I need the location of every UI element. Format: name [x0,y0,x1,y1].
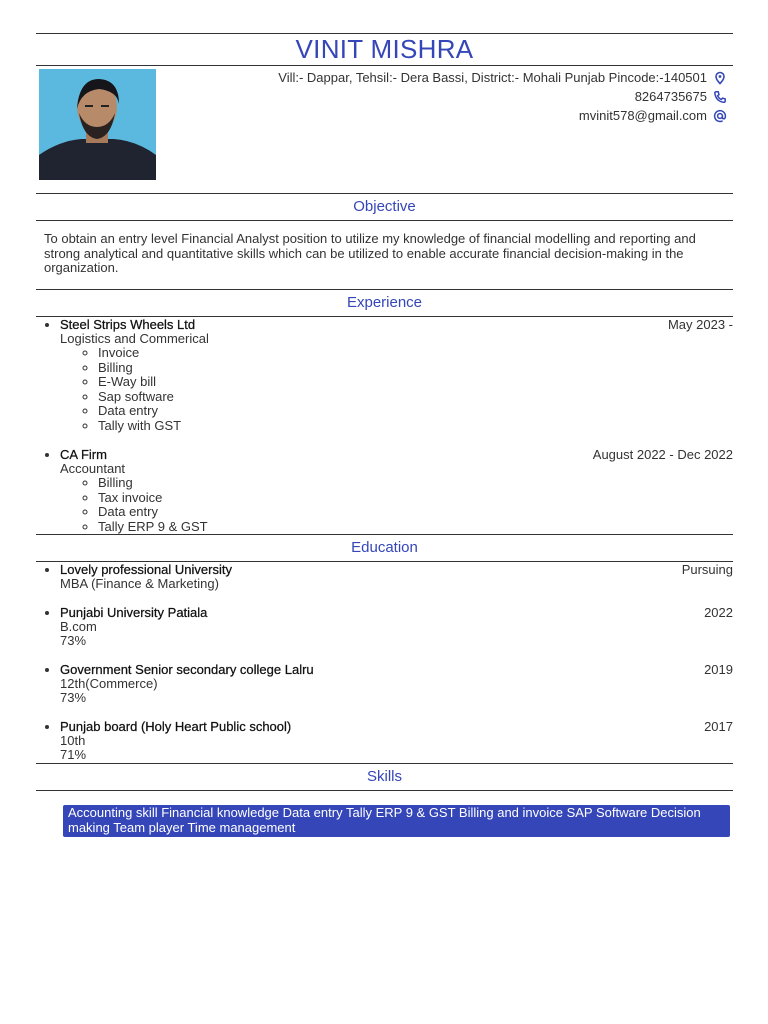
duty-item: ◦ Sap software [98,390,733,405]
duty-item: ◦ Tax invoice [98,491,733,506]
objective-heading: Objective [353,198,416,215]
skills-list: Accounting skill Financial knowledge Data entry Tally ERP 9 & GST Billing and invoice SAP Software Decision making Team player Time management [63,805,730,837]
duty-item: ◦ Tally ERP 9 & GST [98,520,733,535]
objective-text: To obtain an entry level Financial Analyst position to utilize my knowledge of financial modelling and reporting and strong analytical and quantitative skills which can be utilized to enable accurate financial decision-making in the organization. [44,231,696,275]
degree: MBA (Finance & Marketing) [60,576,219,592]
header [36,66,733,193]
grade: 73% [60,690,87,706]
school-name: • Punjabi University Patiala [60,604,208,620]
education-heading: Education [351,539,418,557]
job-date: August 2022 - Dec 2022 [592,446,733,462]
education-date: 2022 [704,604,733,620]
degree: 12th(Commerce) [60,675,158,691]
duty-item: ◦ Invoice [98,346,733,361]
grade: 73% [60,633,87,649]
grade: 71% [60,747,87,763]
candidate-name: VINIT MISHRA [295,34,474,64]
experience-item [60,317,733,434]
experience-item [60,447,733,535]
duty-item: ◦ Data entry [98,404,733,419]
at-sign-icon [713,109,727,123]
job-role: Accountant [60,460,126,476]
phone-line [278,87,727,106]
company-name: • CA Firm [60,446,107,462]
experience-heading: Experience [346,293,423,311]
duty-item: ◦ Billing [98,476,733,491]
duty-item: ◦ Tally with GST [98,419,733,434]
skills-heading: Skills [366,767,402,785]
education-list [36,562,733,763]
skills-bottom-divider [36,790,733,791]
education-date: 2019 [704,661,733,677]
map-pin-icon [713,71,727,85]
phone-icon [713,90,727,104]
duty-item: ◦ E-Way bill [98,375,733,390]
email-line [278,106,727,125]
company-name: • Steel Strips Wheels Ltd [60,316,196,332]
education-item [60,719,733,763]
education-item [60,605,733,649]
job-date: May 2023 - [667,316,733,332]
education-item [60,662,733,706]
job-duties [60,346,733,434]
education-item [60,562,733,592]
resume-page [36,33,733,837]
education-date: 2017 [704,718,733,734]
degree: B.com [60,618,97,634]
address-text: Vill:- Dappar, Tehsil:- Dera Bassi, District:- Mohali Punjab Pincode:-140501 [278,70,707,85]
address-line [278,68,727,87]
job-duties [60,476,733,534]
duty-item: ◦ Data entry [98,505,733,520]
education-date: Pursuing [681,562,733,578]
school-name: • Punjab board (Holy Heart Public school) [60,718,292,734]
experience-list [36,317,733,535]
contact-info [278,68,727,125]
profile-photo [39,69,156,180]
school-name: • Government Senior secondary college Lalru [60,661,314,677]
degree: 10th [60,732,86,748]
school-name: • Lovely professional University [60,562,232,578]
email-text: mvinit578@gmail.com [578,108,707,123]
duty-item: ◦ Billing [98,361,733,376]
phone-text: 8264735675 [634,89,707,104]
job-role: Logistics and Commerical [60,330,209,346]
